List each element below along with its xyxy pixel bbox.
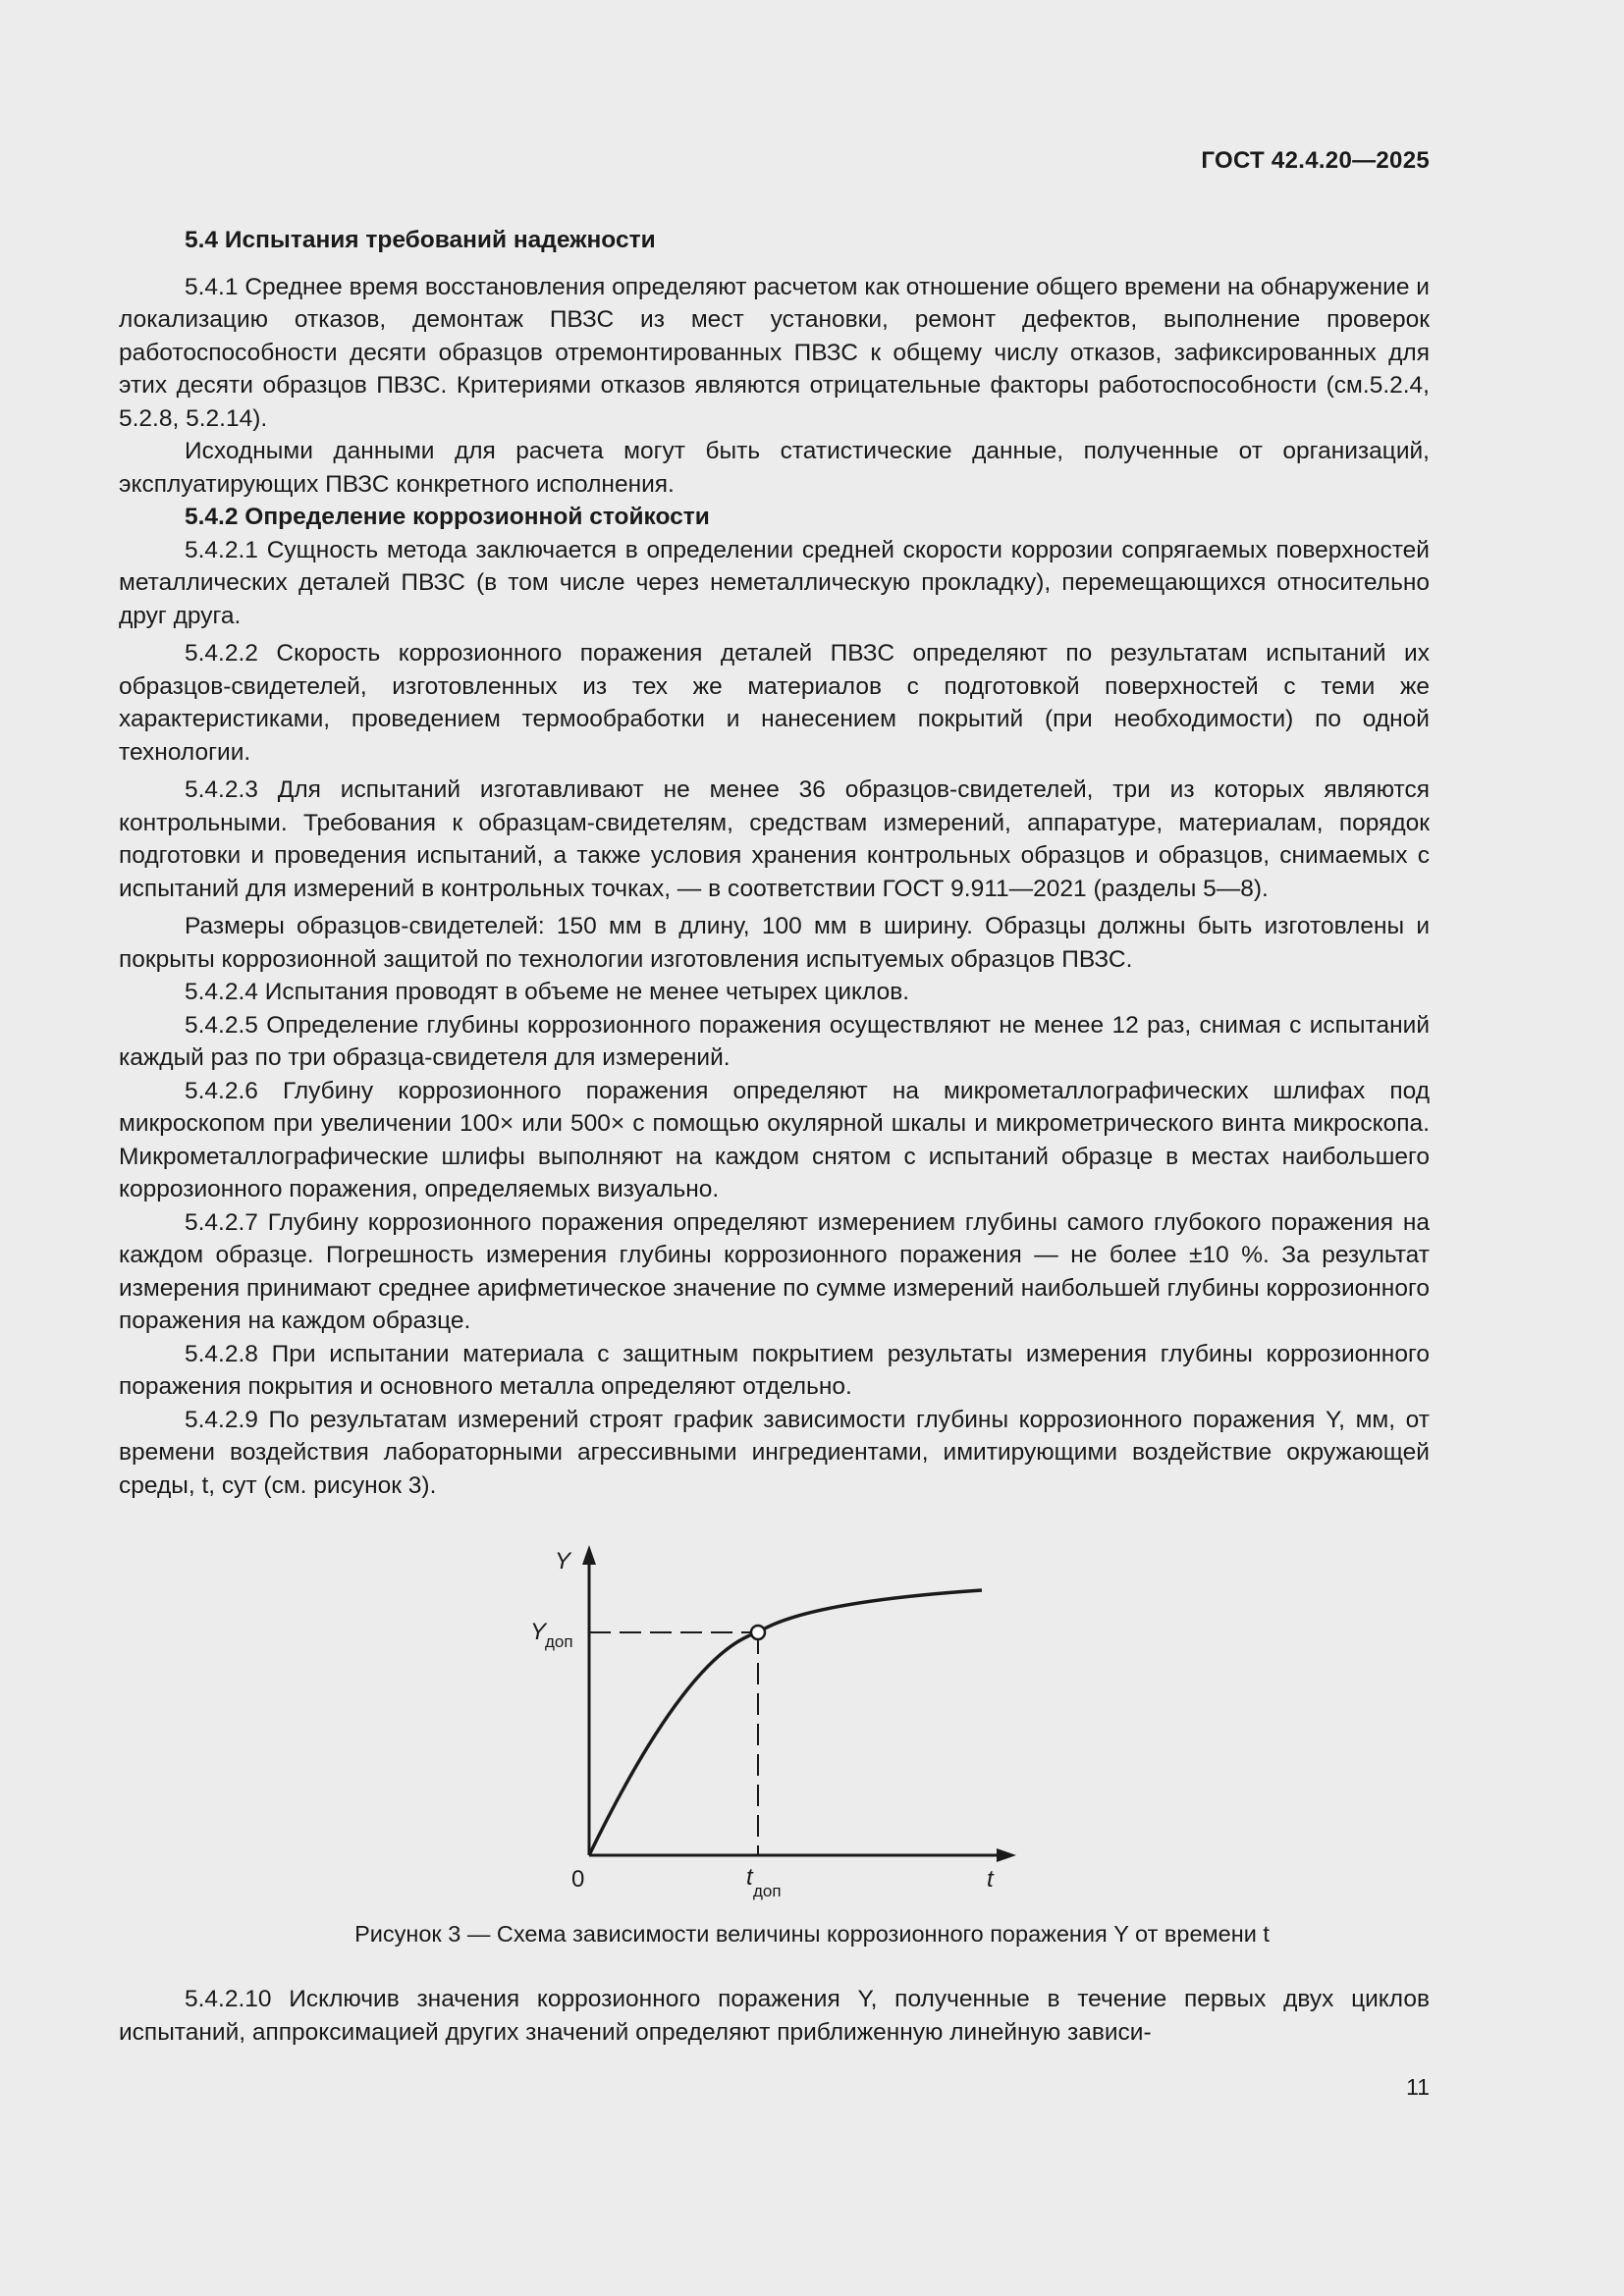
y-axis-label: Y	[555, 1548, 571, 1575]
y-axis-arrow	[582, 1545, 596, 1565]
paragraph-5-4-2-1: 5.4.2.1 Сущность метода заключается в определении средней скорости коррозии сопрягаемых поверхностей металлических деталей ПВЗС (в том числе через неметаллическую прокладку), перемещающихся относительно друг друга.	[119, 536, 1430, 629]
subsection-heading-5-4-2: 5.4.2 Определение коррозионной стойкости	[185, 504, 710, 530]
paragraph-5-4-2-4: 5.4.2.4 Испытания проводят в объеме не менее четырех циклов.	[185, 979, 910, 1005]
paragraph-5-4-2-7: 5.4.2.7 Глубину коррозионного поражения определяют измерением глубины самого глубокого поражения на каждом образце. Погрешность измерения глубины коррозионного поражения — не более ±10 %. За результат измерения принимают среднее арифметическое значение по сумме измерений наибольшей глубины коррозионного поражения на каждом образце.	[119, 1208, 1430, 1334]
paragraph-5-4-2-6: 5.4.2.6 Глубину коррозионного поражения определяют на микрометаллографических шлифах под микроскопом при увеличении 100× или 500× с помощью окулярной шкалы и микрометрического винта микроскопа. Микрометаллографические шлифы выполняют на каждом снятом с испытаний образце в местах наибольшего коррозионного поражения, определяемых визуально.	[119, 1077, 1430, 1202]
paragraph-5-4-2-2: 5.4.2.2 Скорость коррозионного поражения деталей ПВЗС определяют по результатам испытаний их образцов-свидетелей, изготовленных из тех же материалов с подготовкой поверхностей с теми же характеристиками, проведением термообработки и нанесением покрытий (при необходимости) по одной технологии.	[119, 640, 1430, 766]
origin-label: 0	[571, 1866, 585, 1893]
t-limit-subscript: доп	[753, 1882, 782, 1900]
limit-point-marker	[751, 1626, 765, 1639]
page-number: 11	[1406, 2074, 1430, 2100]
corrosion-curve	[589, 1590, 982, 1855]
paragraph-5-4-2-9: 5.4.2.9 По результатам измерений строят график зависимости глубины коррозионного поражения Y, мм, от времени воздействия лабораторными агрессивными ингредиентами, имитирующими воздействие окружающей среды, t, сут (см. рисунок 3).	[119, 1406, 1430, 1499]
corrosion-curve-svg	[511, 1543, 1041, 1906]
paragraph-5-4-2-10: 5.4.2.10 Исключив значения коррозионного поражения Y, полученные в течение первых двух циклов испытаний, аппроксимацией других значений определяют приближенную линейную зависи-	[119, 1986, 1430, 2046]
paragraph-5-4-2-3: 5.4.2.3 Для испытаний изготавливают не менее 36 образцов-свидетелей, три из которых являются контрольными. Требования к образцам-свидетелям, средствам измерений, аппаратуре, материалам, порядок подготовки и проведения испытаний, а также условия хранения контрольных образцов и образцов, снимаемых с испытаний для измерений в контрольных точках, — в соответствии ГОСТ 9.911—2021 (разделы 5—8).	[119, 776, 1430, 902]
document-number-header: ГОСТ 42.4.20—2025	[1201, 147, 1430, 174]
y-limit-subscript: доп	[545, 1632, 573, 1651]
figure-caption: Рисунок 3 — Схема зависимости величины коррозионного поражения Y от времени t	[354, 1921, 1270, 1947]
paragraph-initial-data: Исходными данными для расчета могут быть статистические данные, полученные от организаций, эксплуатирующих ПВЗС конкретного исполнения.	[119, 438, 1430, 498]
x-axis-arrow	[997, 1848, 1016, 1862]
paragraph-5-4-2-5: 5.4.2.5 Определение глубины коррозионного поражения осуществляют не менее 12 раз, снимая с испытаний каждый раз по три образца-свидетеля для измерений.	[119, 1011, 1430, 1071]
section-heading: 5.4 Испытания требований надежности	[185, 227, 656, 253]
t-limit-label: t	[746, 1864, 753, 1891]
figure-3-diagram	[511, 1543, 1041, 1906]
continued-text	[119, 1983, 1430, 2049]
y-limit-label: Y	[530, 1619, 547, 1645]
paragraph-5-4-1: 5.4.1 Среднее время восстановления определяют расчетом как отношение общего времени на обнаружение и локализацию отказов, демонтаж ПВЗС из мест установки, ремонт дефектов, выполнение проверок работоспособности десяти образцов отремонтированных ПВЗС к общему числу отказов, зафиксированных для этих десяти образцов ПВЗС. Критериями отказов являются отрицательные факторы работоспособности (см.5.2.4, 5.2.8, 5.2.14).	[119, 273, 1430, 432]
paragraph-5-4-2-8: 5.4.2.8 При испытании материала с защитным покрытием результаты измерения глубины коррозионного поражения покрытия и основного металла определяют отдельно.	[119, 1340, 1430, 1400]
main-text	[119, 224, 1430, 1502]
paragraph-specimen-sizes: Размеры образцов-свидетелей: 150 мм в длину, 100 мм в ширину. Образцы должны быть изготовлены и покрыты коррозионной защитой по технологии изготовления испытуемых образцов ПВЗС.	[119, 913, 1430, 973]
x-axis-label: t	[987, 1866, 994, 1893]
